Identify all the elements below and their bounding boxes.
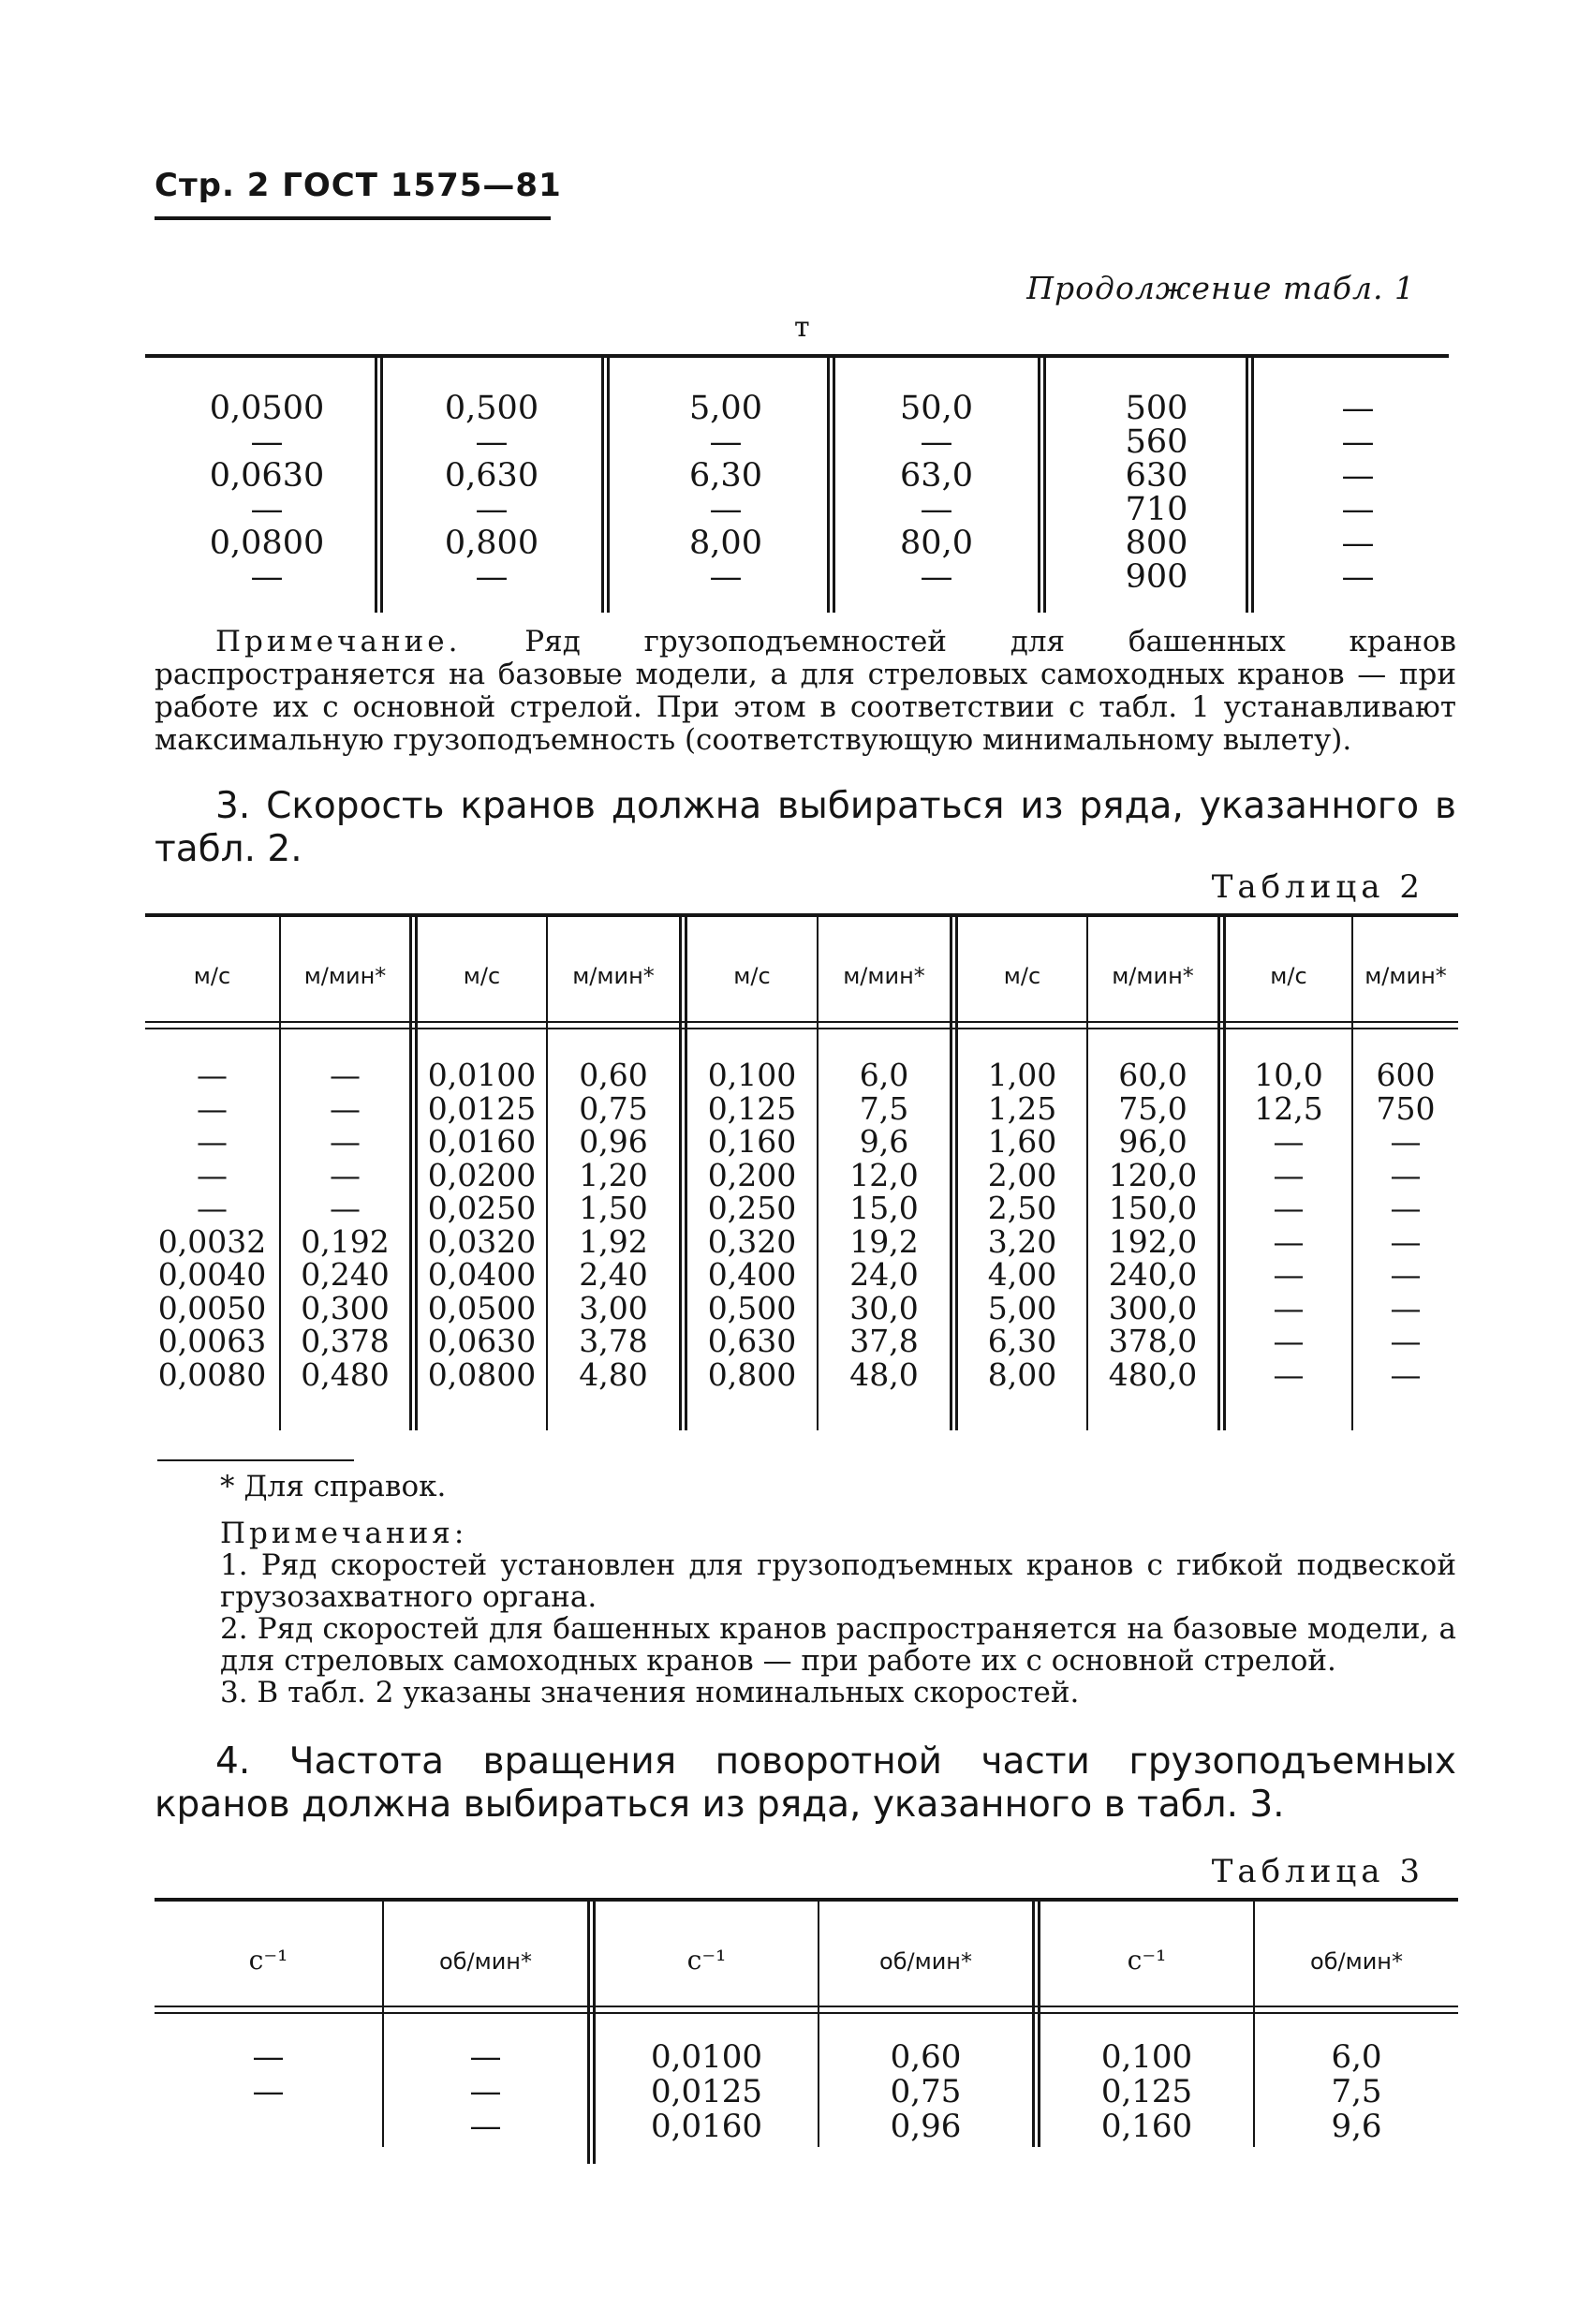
table-cell: 0,0160 [651,2108,762,2145]
table-cell: 378,0 [1108,1323,1198,1359]
table2-header-rule [145,1028,1458,1029]
page-header: Стр. 2 ГОСТ 1575—81 [155,167,562,204]
table-cell: — [1341,491,1375,528]
table3-col-1 [155,2040,382,2144]
table-cell: — [250,491,284,528]
table1-divider [607,358,610,613]
table-cell: 500 [1125,390,1188,427]
table-cell: — [475,558,509,596]
table-cell: 0,0500 [427,1289,537,1326]
table-cell: 480,0 [1108,1355,1198,1393]
table-cell: 0,160 [707,1123,797,1160]
table-cell: — [1390,1323,1422,1359]
table-cell: 0,240 [301,1256,390,1293]
table-cell: — [1273,1355,1305,1393]
table2-header-cell: м/с [1003,963,1041,989]
table1-divider [1251,358,1254,613]
table3-top-rule [155,1898,1458,1902]
note-item: 3. В табл. 2 указаны значения номинальных скоростей. [220,1676,1080,1710]
table-cell: 2,40 [579,1256,648,1293]
table-cell: — [250,558,284,596]
table-cell: 80,0 [900,525,973,562]
table-cell: 0,75 [579,1089,648,1127]
table-cell: 0,0630 [209,457,325,495]
table-cell: 5,00 [987,1289,1057,1326]
table-cell: — [197,1123,228,1160]
table1-divider [833,358,835,613]
table-cell: 6,30 [987,1323,1057,1359]
table-cell: — [1273,1123,1305,1160]
table3-header-cell: об/мин* [1310,1948,1403,1975]
table-cell: 96,0 [1118,1123,1187,1160]
table-cell: 1,60 [987,1123,1057,1160]
table-cell: 0,0250 [427,1190,537,1226]
table-cell: 6,0 [1331,2038,1382,2076]
table-cell: — [1341,525,1375,562]
table1-divider [375,358,377,613]
table1-col-5 [1086,392,1227,594]
table-cell: — [330,1190,361,1226]
notes-title: Примечания: [220,1517,468,1550]
table2-header-cell: м/мин* [1364,963,1447,989]
table-cell: — [330,1123,361,1160]
table1-divider [1038,358,1040,613]
header-rule [155,216,551,220]
table-cell: — [197,1190,228,1226]
table-cell: 0,630 [707,1323,797,1359]
table-cell: — [1390,1156,1422,1193]
table-cell: — [920,423,953,461]
table-cell: 240,0 [1108,1256,1198,1293]
table-cell: 0,0032 [157,1222,267,1260]
note-title: Примечание. [215,625,462,659]
table-cell: 9,6 [859,1123,909,1160]
table-cell: — [1273,1156,1305,1193]
table-cell: 10,0 [1254,1057,1323,1093]
table-cell: 6,0 [859,1057,909,1093]
table-cell: — [197,1057,228,1093]
table-cell: 3,00 [579,1289,648,1326]
table2-col-7 [958,1058,1086,1391]
table-cell: — [920,558,953,596]
table-cell: 9,6 [1331,2108,1382,2145]
table-cell: — [920,491,953,528]
table-cell: 192,0 [1108,1222,1198,1260]
table2-divider [950,917,952,1430]
table-cell: 0,0063 [157,1323,267,1359]
table-cell: 12,5 [1254,1089,1323,1127]
table-cell: 1,92 [579,1222,648,1260]
table-cell: 0,60 [890,2038,962,2076]
table-cell: — [709,558,743,596]
table-cell: 630 [1125,457,1188,495]
table-cell: 50,0 [900,390,973,427]
table-cell: 300,0 [1108,1289,1198,1326]
section-4-body: 4. Частота вращения поворотной части грузоподъемных кранов должна выбираться из ряда, указанного в табл. 3. [155,1740,1456,1826]
table-cell: 0,200 [707,1156,797,1193]
table-cell: 750 [1376,1089,1436,1127]
table-cell: 0,100 [1100,2038,1193,2076]
table-cell: 0,0080 [157,1355,267,1393]
table-cell: 5,00 [689,390,762,427]
table2-header-cell: м/мин* [1112,963,1194,989]
table-cell: 0,630 [444,457,539,495]
table1-note [155,626,1456,757]
table3-header-cell: с⁻¹ [248,1945,288,1976]
table2-header-cell: м/с [463,963,501,989]
table-cell: 30,0 [849,1289,919,1326]
note-item: 2. Ряд скоростей для башенных кранов распространяется на базовые модели, а для стреловых самоходных кранов — при работе их с основной стрелой. [220,1612,1456,1678]
table-cell: 1,50 [579,1190,648,1226]
note-text: Ряд грузоподъемностей для башенных кранов распространяется на базовые модели, а для стреловых самоходных кранов — при работе их с основной стрелой. При этом в соответствии с табл. 1 устанавливают максимальную грузоподъемность (соответствующую минимальному вылету). [155,625,1456,757]
table-cell: 0,0050 [157,1289,267,1326]
table-cell: — [1390,1190,1422,1226]
table-cell: — [1273,1190,1305,1226]
table-cell: — [197,1156,228,1193]
table-cell: 0,0100 [427,1057,537,1093]
table-cell: 1,25 [987,1089,1057,1127]
table2-col-5 [687,1058,817,1391]
table-cell: 60,0 [1118,1057,1187,1093]
table-cell: 0,300 [301,1289,390,1326]
table-cell: — [469,2038,502,2076]
table2-col-3 [418,1058,546,1391]
table-cell: 0,0125 [427,1089,537,1127]
table2-col-2 [281,1058,409,1391]
table-cell: 12,0 [849,1156,919,1193]
table-cell: — [475,423,509,461]
table1-divider [601,358,604,613]
table-cell: 0,96 [890,2108,962,2145]
table-cell: — [250,423,284,461]
table2-header-cell: м/мин* [303,963,387,989]
table-cell: 2,00 [987,1156,1057,1193]
table2-divider [409,917,412,1430]
table-cell: 8,00 [689,525,762,562]
table-cell: 48,0 [849,1355,919,1393]
table-cell: 0,500 [707,1289,797,1326]
table-cell: — [330,1057,361,1093]
table-cell: — [1273,1323,1305,1359]
table-cell: 0,400 [707,1256,797,1293]
table-cell: 0,60 [579,1057,648,1093]
table1-continuation-caption: Продолжение табл. 1 [1026,270,1415,306]
table-cell: 150,0 [1108,1190,1198,1226]
table3-col-5 [1040,2040,1253,2144]
footnote-rule [157,1459,354,1461]
table2-header-cell: м/с [733,963,771,989]
table-cell: 0,378 [301,1323,390,1359]
table2-col-8 [1088,1058,1217,1391]
table2-col-4 [548,1058,679,1391]
table2-header-cell: м/с [1270,963,1307,989]
table2-divider [679,917,682,1430]
table-cell: 0,0125 [651,2073,762,2110]
table-cell: 37,8 [849,1323,919,1359]
table1-col-4 [866,392,1007,594]
table3-divider [587,1902,590,2164]
table3-col-3 [596,2040,818,2144]
table2-col-9 [1226,1058,1351,1391]
section-3-text [155,785,1456,871]
table-cell: 3,78 [579,1323,648,1359]
table2-caption: Таблица 2 [1211,868,1424,906]
table3-header-cell: об/мин* [879,1948,972,1975]
table-cell: — [1273,1222,1305,1260]
table-cell: — [709,423,743,461]
table2-header-rule [145,1021,1458,1023]
section-3-body: 3. Скорость кранов должна выбираться из ряда, указанного в табл. 2. [155,785,1456,870]
table-cell: 24,0 [849,1256,919,1293]
table-cell: — [330,1156,361,1193]
table-cell: 7,5 [1331,2073,1382,2110]
table1-divider [1043,358,1046,613]
table-cell: — [252,2073,285,2110]
table2-header-cell: м/с [193,963,231,989]
section-4-text [155,1740,1456,1827]
table1-col-6 [1311,392,1405,594]
table-cell: — [197,1089,228,1127]
table2-header-cell: м/мин* [572,963,655,989]
table3-header-cell: с⁻¹ [686,1945,727,1976]
table-cell: 0,480 [301,1355,390,1393]
note-item: 1. Ряд скоростей установлен для грузоподъемных кранов с гибкой подвеской грузозахватного органа. [220,1548,1456,1614]
table-cell: 0,800 [444,525,539,562]
table-cell: 0,0040 [157,1256,267,1293]
table-cell: — [1390,1123,1422,1160]
table1-col-1 [187,392,347,594]
table-cell: 0,0320 [427,1222,537,1260]
table-cell: 8,00 [987,1355,1057,1393]
table2-col-10 [1353,1058,1458,1391]
table-cell: 19,2 [849,1222,919,1260]
table-cell: 1,00 [987,1057,1057,1093]
footnote-text: * Для справок. [220,1470,447,1503]
table1-unit: т [794,311,810,344]
table-cell: 0,320 [707,1222,797,1260]
table-cell [155,2109,382,2144]
table-cell: 0,0800 [209,525,325,562]
table-cell: — [475,491,509,528]
table-cell: 0,75 [890,2073,962,2110]
table3-header-cell: с⁻¹ [1127,1945,1167,1976]
table-cell: 4,00 [987,1256,1057,1293]
table-cell: 7,5 [859,1089,909,1127]
table-cell: 0,0100 [651,2038,762,2076]
table-cell: — [1390,1289,1422,1326]
table-cell: — [1390,1222,1422,1260]
table-cell: 3,20 [987,1222,1057,1260]
table-cell: 0,125 [1100,2073,1193,2110]
table-cell: — [1341,390,1375,427]
table2-col-6 [819,1058,950,1391]
table3-divider [1032,1902,1035,2147]
table-cell: 0,0500 [209,390,325,427]
table-cell: 1,20 [579,1156,648,1193]
table-cell: 0,250 [707,1190,797,1226]
table-cell: 0,0630 [427,1323,537,1359]
table-cell: — [1273,1289,1305,1326]
table-cell: — [330,1089,361,1127]
table-cell: 2,50 [987,1190,1057,1226]
table-cell: 600 [1376,1057,1436,1093]
table-cell: 120,0 [1108,1156,1198,1193]
table2-notes [155,1517,1456,1709]
table3-col-6 [1255,2040,1458,2144]
table3-caption: Таблица 3 [1211,1853,1424,1890]
table2-top-rule [145,913,1458,917]
table3-col-2 [384,2040,587,2144]
table2-col-1 [145,1058,279,1391]
table-cell: 75,0 [1118,1089,1187,1127]
table-cell: — [252,2038,285,2076]
table2-divider [1217,917,1220,1430]
table-cell: 0,0800 [427,1355,537,1393]
table1-col-3 [656,392,796,594]
table-cell: 800 [1125,525,1188,562]
table-cell: 6,30 [689,457,762,495]
table-cell: — [709,491,743,528]
table-cell: — [469,2073,502,2110]
table-cell: 4,80 [579,1355,648,1393]
table-cell: — [1273,1256,1305,1293]
table2-header-cell: м/мин* [843,963,925,989]
table-cell: 0,800 [707,1355,797,1393]
table-cell: 0,0160 [427,1123,537,1160]
table1-divider [1246,358,1248,613]
table1-col-2 [417,392,567,594]
table-cell: 0,125 [707,1089,797,1127]
table-cell: 0,0400 [427,1256,537,1293]
table3-header-rule [155,2006,1458,2007]
table-cell: 560 [1125,423,1188,461]
table-cell: 0,96 [579,1123,648,1160]
table-cell: 0,100 [707,1057,797,1093]
table3-header-cell: об/мин* [439,1948,532,1975]
table-cell: 0,500 [444,390,539,427]
table-cell: 63,0 [900,457,973,495]
table3-col-4 [819,2040,1032,2144]
table-cell: 0,160 [1100,2108,1193,2145]
table-cell: — [1341,558,1375,596]
table-cell: — [469,2108,502,2145]
table-cell: — [1341,423,1375,461]
table2-footnote [155,1471,1456,1502]
table-cell: — [1390,1355,1422,1393]
table-cell: 710 [1125,491,1188,528]
table-cell: 15,0 [849,1190,919,1226]
table-cell: — [1341,457,1375,495]
table3-header-rule [155,2012,1458,2014]
table-cell: 0,0200 [427,1156,537,1193]
table1-divider [827,358,830,613]
table-cell: — [1390,1256,1422,1293]
table1-divider [380,358,383,613]
table-cell: 900 [1125,558,1188,596]
table-cell: 0,192 [301,1222,390,1260]
